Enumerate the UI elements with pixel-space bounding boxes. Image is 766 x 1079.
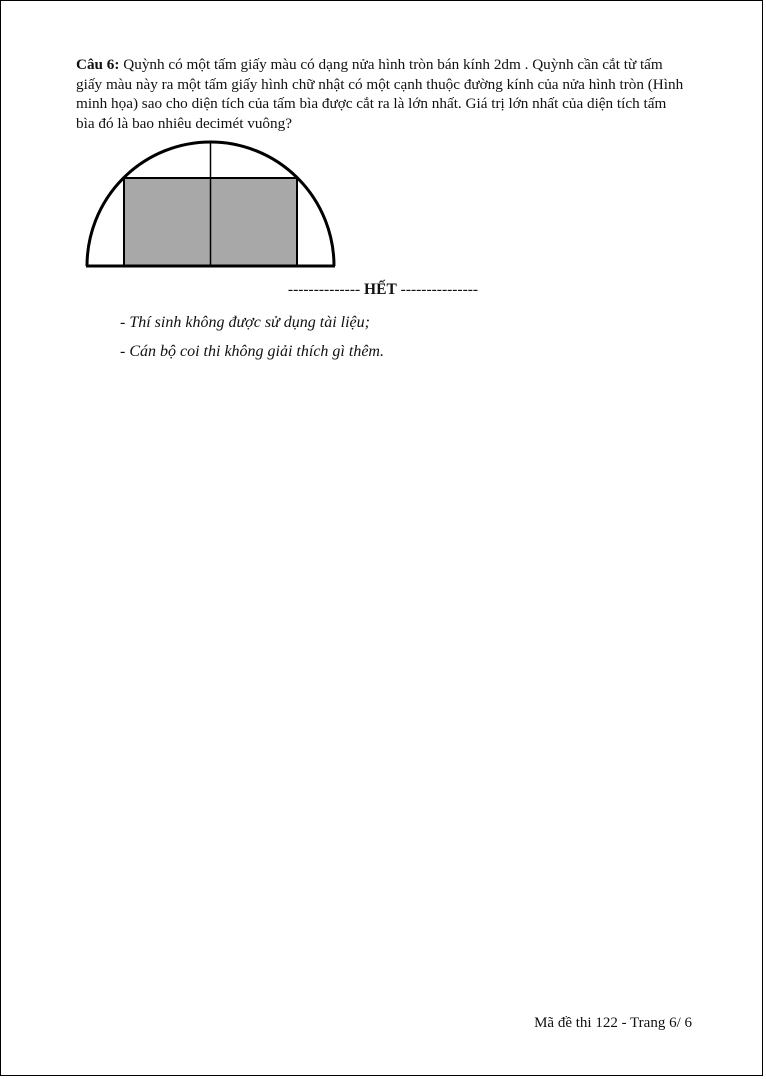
end-dashes-left: --------------: [287, 281, 365, 298]
question-label: Câu 6:: [76, 56, 120, 73]
question-text: Quỳnh có một tấm giấy màu có dạng nửa hình tròn bán kính 2dm . Quỳnh cần cắt từ tấm giấy màu này ra một tấm giấy hình chữ nhật có một cạnh thuộc đường kính của nửa hình tròn (Hình minh họa) sao cho diện tích của tấm bìa được cắt ra là lớn nhất. Giá trị lớn nhất của diện tích tấm bìa đó là bao nhiêu decimét vuông?: [76, 56, 684, 132]
question-6: [76, 55, 688, 133]
note-item: - Thí sinh không được sử dụng tài liệu;: [120, 314, 370, 331]
semicircle-figure: [84, 138, 338, 270]
note-item: - Cán bộ coi thi không giải thích gì thêm.: [120, 343, 384, 360]
page-footer: Mã đề thi 122 - Trang 6/ 6: [534, 1015, 692, 1031]
end-marker: [0, 281, 766, 299]
exam-notes: [120, 308, 384, 366]
end-dashes-right: ---------------: [396, 281, 479, 298]
semicircle-diagram: [84, 138, 338, 270]
end-word: HẾT: [364, 281, 397, 298]
